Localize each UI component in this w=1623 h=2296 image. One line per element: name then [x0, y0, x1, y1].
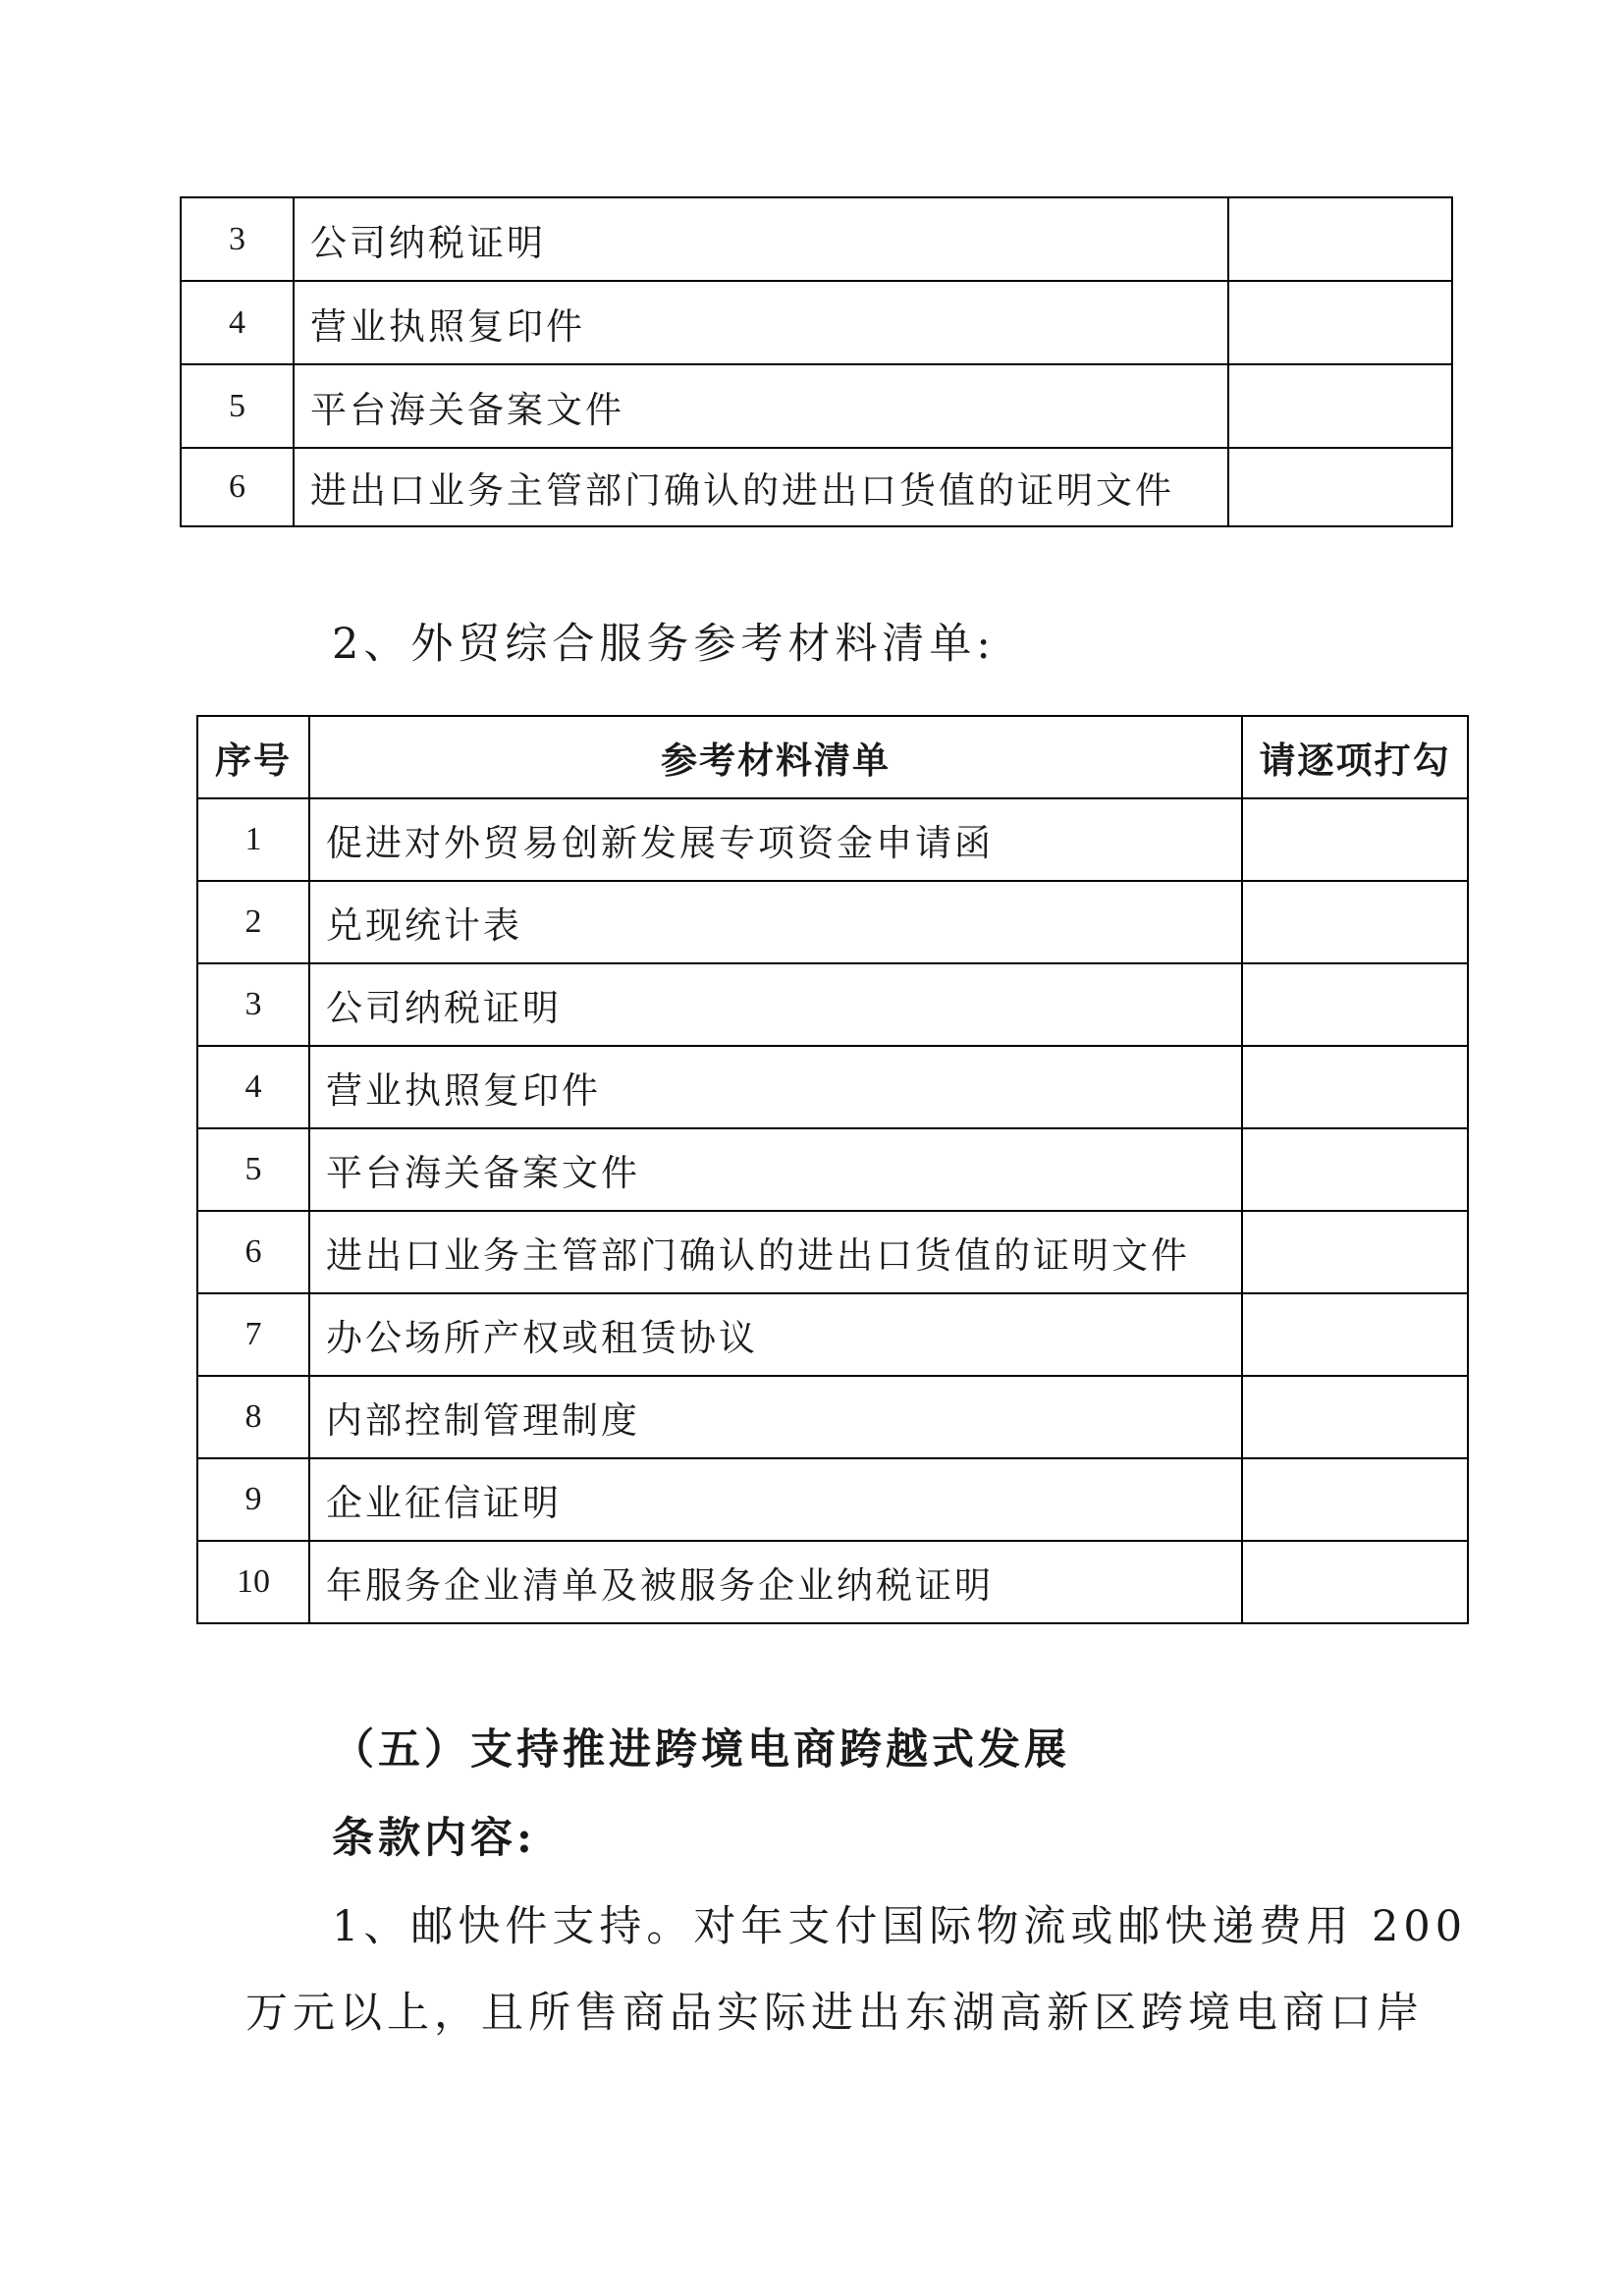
material-name: 平台海关备案文件 — [309, 1128, 1242, 1211]
table-row — [197, 1211, 1468, 1293]
table-row — [197, 798, 1468, 881]
paragraph-line-2: 万元以上，且所售商品实际进出东湖高新区跨境电商口岸 — [245, 1989, 1424, 2038]
checkbox-cell[interactable] — [1228, 281, 1452, 364]
materials-table-continued — [180, 196, 1453, 527]
table-row — [181, 197, 1452, 281]
checkbox-cell[interactable] — [1242, 881, 1468, 963]
row-number: 5 — [197, 1128, 309, 1211]
header-check: 请逐项打勾 — [1242, 716, 1468, 798]
checkbox-cell[interactable] — [1242, 1293, 1468, 1376]
row-number: 2 — [197, 881, 309, 963]
material-name: 平台海关备案文件 — [294, 364, 1228, 448]
row-number: 4 — [197, 1046, 309, 1128]
checkbox-cell[interactable] — [1242, 1128, 1468, 1211]
row-number: 9 — [197, 1458, 309, 1541]
material-name: 营业执照复印件 — [309, 1046, 1242, 1128]
checkbox-cell[interactable] — [1228, 364, 1452, 448]
checkbox-cell[interactable] — [1228, 448, 1452, 526]
table-row — [197, 963, 1468, 1046]
table-row — [181, 281, 1452, 364]
row-number: 1 — [197, 798, 309, 881]
foreign-trade-materials-table — [196, 715, 1469, 1624]
table-row — [197, 1046, 1468, 1128]
table-row — [197, 1128, 1468, 1211]
table-row — [197, 1376, 1468, 1458]
header-number: 序号 — [197, 716, 309, 798]
checkbox-cell[interactable] — [1242, 798, 1468, 881]
material-name: 兑现统计表 — [309, 881, 1242, 963]
table-row — [197, 881, 1468, 963]
row-number: 6 — [197, 1211, 309, 1293]
material-name: 进出口业务主管部门确认的进出口货值的证明文件 — [294, 448, 1228, 526]
row-number: 10 — [197, 1541, 309, 1623]
checkbox-cell[interactable] — [1242, 1458, 1468, 1541]
row-number: 5 — [181, 364, 294, 448]
material-name: 公司纳税证明 — [309, 963, 1242, 1046]
material-name: 办公场所产权或租赁协议 — [309, 1293, 1242, 1376]
row-number: 6 — [181, 448, 294, 526]
checkbox-cell[interactable] — [1242, 1046, 1468, 1128]
checkbox-cell[interactable] — [1242, 1376, 1468, 1458]
material-name: 促进对外贸易创新发展专项资金申请函 — [309, 798, 1242, 881]
row-number: 8 — [197, 1376, 309, 1458]
section2-title: 2、外贸综合服务参考材料清单: — [332, 620, 996, 669]
row-number: 3 — [197, 963, 309, 1046]
checkbox-cell[interactable] — [1242, 963, 1468, 1046]
row-number: 4 — [181, 281, 294, 364]
material-name: 进出口业务主管部门确认的进出口货值的证明文件 — [309, 1211, 1242, 1293]
checkbox-cell[interactable] — [1228, 197, 1452, 281]
row-number: 7 — [197, 1293, 309, 1376]
checkbox-cell[interactable] — [1242, 1211, 1468, 1293]
header-material-list: 参考材料清单 — [309, 716, 1242, 798]
clause-label: 条款内容: — [332, 1814, 536, 1863]
table-row — [181, 448, 1452, 526]
material-name: 公司纳税证明 — [294, 197, 1228, 281]
row-number: 3 — [181, 197, 294, 281]
table-header-row — [197, 716, 1468, 798]
table-row — [197, 1458, 1468, 1541]
table-row — [181, 364, 1452, 448]
material-name: 年服务企业清单及被服务企业纳税证明 — [309, 1541, 1242, 1623]
checkbox-cell[interactable] — [1242, 1541, 1468, 1623]
material-name: 内部控制管理制度 — [309, 1376, 1242, 1458]
material-name: 营业执照复印件 — [294, 281, 1228, 364]
table-row — [197, 1293, 1468, 1376]
paragraph-line-1: 1、邮快件支持。对年支付国际物流或邮快递费用 200 — [332, 1902, 1468, 1951]
section5-heading: （五）支持推进跨境电商跨越式发展 — [332, 1725, 1070, 1775]
table-row — [197, 1541, 1468, 1623]
material-name: 企业征信证明 — [309, 1458, 1242, 1541]
